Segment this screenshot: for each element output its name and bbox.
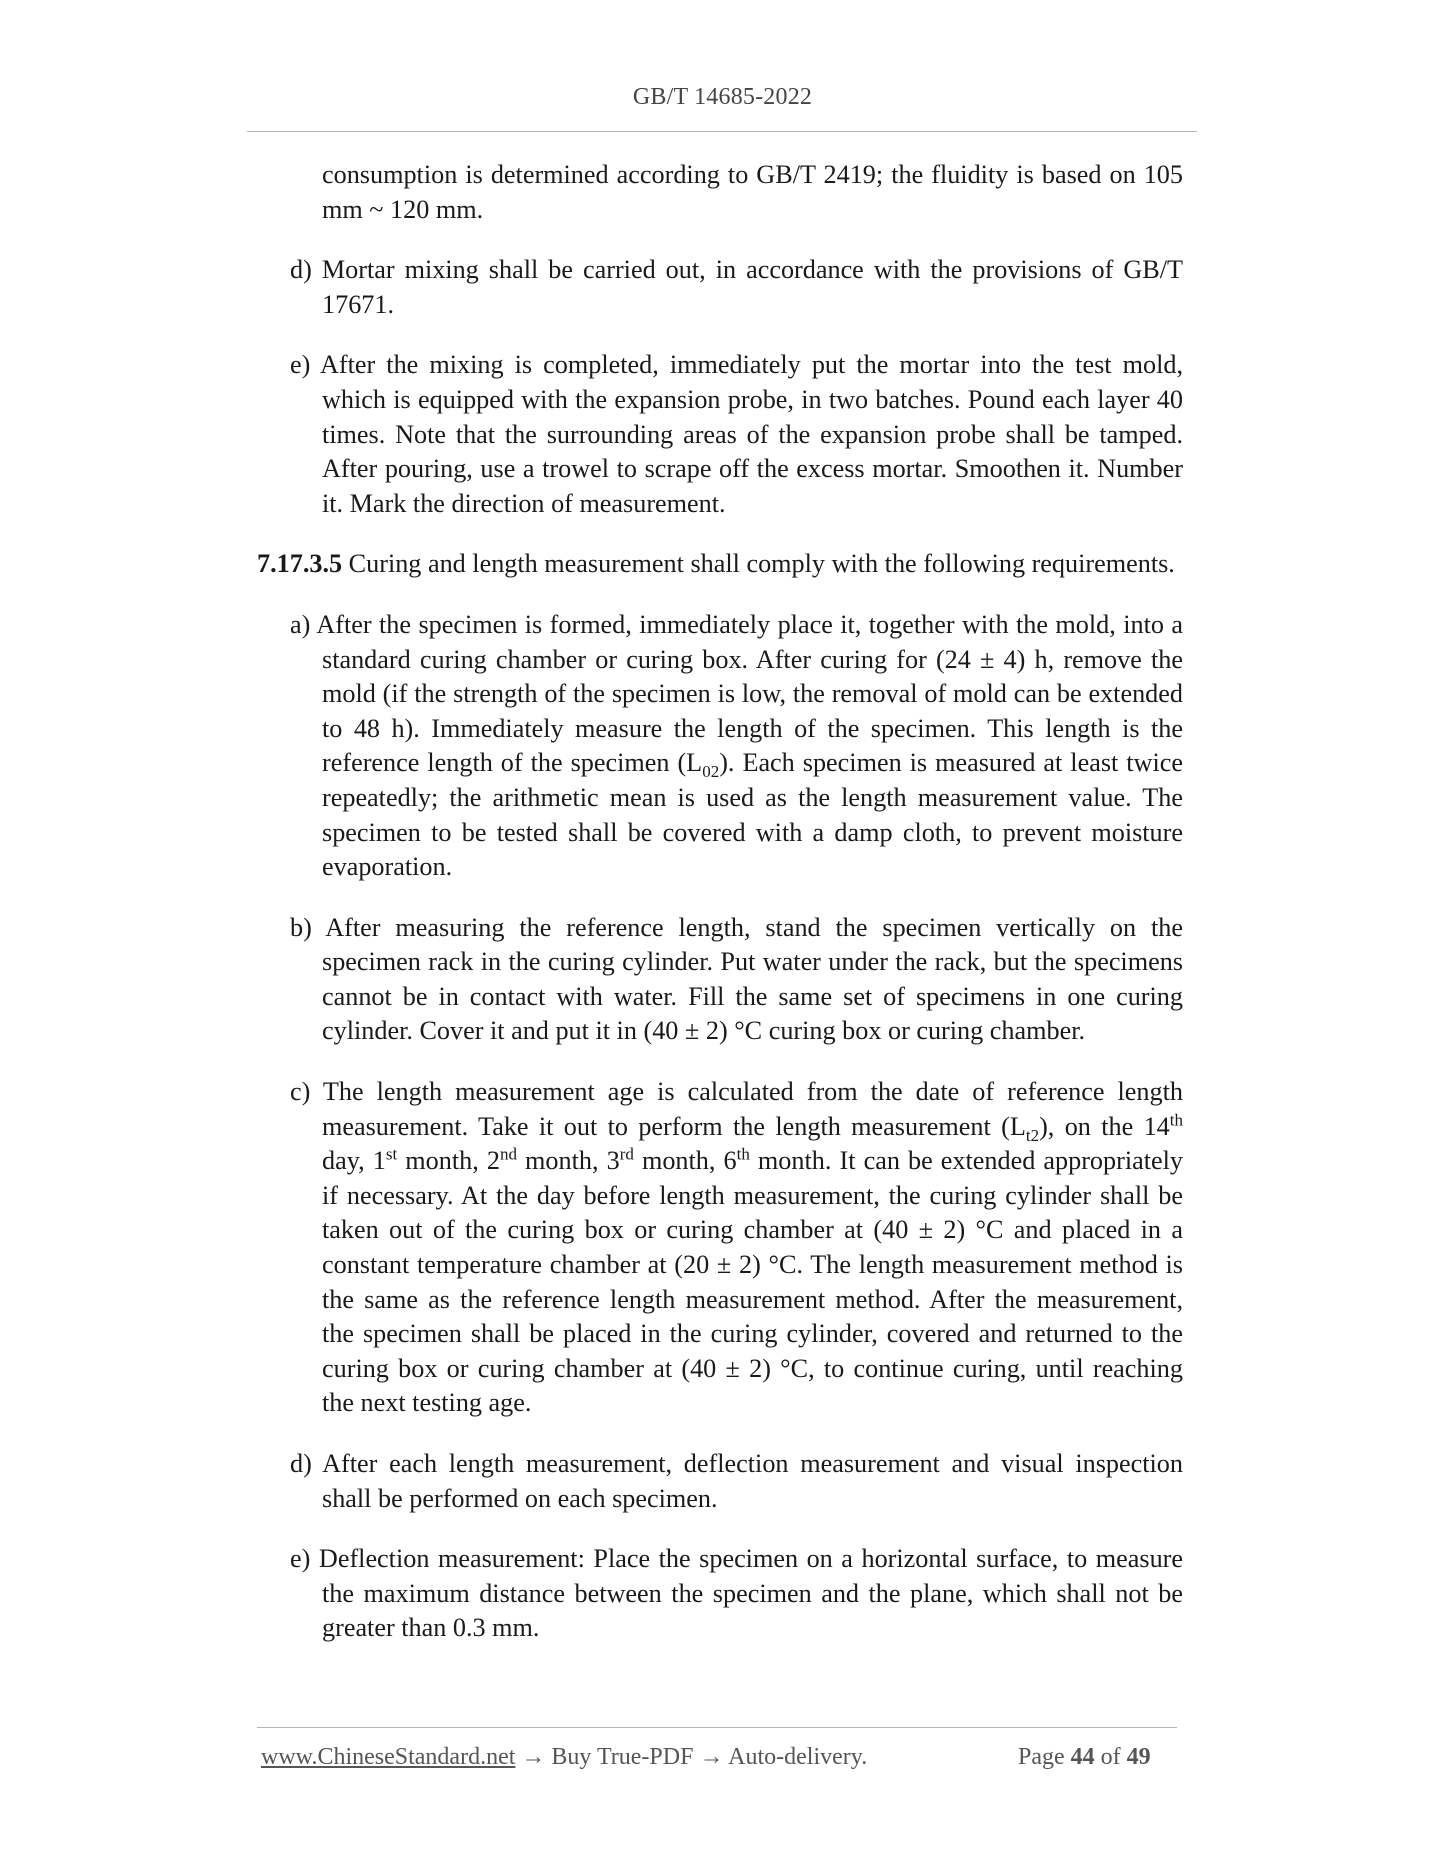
superscript: nd: [499, 1144, 517, 1164]
clause-text: Curing and length measurement shall comply with the following requirements.: [348, 549, 1175, 579]
list-text: ), on the 14: [1039, 1111, 1170, 1141]
list-text: After each length measurement, deflection measurement and visual inspection shall be performed on each specimen.: [322, 1449, 1183, 1513]
document-body: [257, 158, 1183, 1672]
subscript: 02: [702, 762, 720, 782]
list-label: d): [290, 255, 312, 285]
list-text: The length measurement age is calculated from the date of reference length measurement. Take it out to perform the length measurement (L: [322, 1077, 1183, 1141]
arrow-right-icon: →: [521, 1744, 546, 1770]
list-item-curing-e: [290, 1542, 1183, 1646]
list-text: month, 3: [516, 1146, 620, 1176]
list-item-curing-b: [290, 911, 1183, 1049]
superscript: st: [385, 1144, 398, 1164]
subscript: t2: [1025, 1125, 1040, 1145]
list-item-curing-d: [290, 1447, 1183, 1516]
delivery-text: Auto-delivery.: [728, 1744, 868, 1770]
clause-number: 7.17.3.5: [257, 549, 343, 579]
list-text: month, 2: [397, 1146, 500, 1176]
list-label: a): [290, 609, 311, 639]
list-text: Mortar mixing shall be carried out, in accordance with the provisions of GB/T 17671.: [321, 255, 1183, 319]
superscript: rd: [619, 1144, 634, 1164]
list-label: c): [290, 1077, 311, 1107]
list-text: After the mixing is completed, immediately put the mortar into the test mold, which is equipped with the expansion probe, in two batches. Pound each layer 40 times. Note that the surrounding areas of the expansion probe shall be tamped. After pouring, use a trowel to scrape off the excess mortar. Smoothen it. Number it. Mark the direction of measurement.: [319, 350, 1183, 518]
clause-7-17-3-5: [257, 547, 1183, 582]
list-label: d): [290, 1449, 312, 1478]
page-header: GB/T 14685-2022: [632, 84, 813, 110]
superscript: th: [1169, 1109, 1183, 1129]
footer-divider: [257, 1727, 1177, 1728]
of-label: of: [1100, 1744, 1121, 1770]
list-label: e): [290, 1544, 311, 1574]
list-item-curing-c: [290, 1075, 1183, 1421]
page-total: 49: [1126, 1744, 1151, 1770]
header-divider: [247, 131, 1197, 132]
list-item-mixing-e: [290, 348, 1183, 521]
page-label: Page: [1018, 1744, 1065, 1770]
page-indicator: [1018, 1744, 1151, 1771]
list-item-curing-a: [290, 608, 1183, 885]
page-current: 44: [1070, 1744, 1095, 1770]
list-label: e): [290, 350, 311, 380]
buy-text: Buy True-PDF: [551, 1744, 694, 1770]
list-label: b): [290, 912, 312, 942]
list-text: Deflection measurement: Place the specimen on a horizontal surface, to measure the maximum distance between the specimen and the plane, which shall not be greater than 0.3 mm.: [318, 1544, 1184, 1643]
superscript: th: [736, 1144, 750, 1164]
site-link[interactable]: www.ChineseStandard.net: [261, 1744, 516, 1770]
continued-paragraph: consumption is determined according to GB/T 2419; the fluidity is based on 105 mm ~ 120 mm.: [322, 160, 1183, 224]
list-text: After the specimen is formed, immediately place it, together with the mold, into a standard curing chamber or curing box. After curing for (24 ± 4) h, remove the mold (if the strength of the specimen is low, the removal of mold can be extended to 48 h). Immediately measure the length of the specimen. This length is the reference length of the specimen (L: [316, 609, 1183, 778]
list-text: month, 6: [633, 1146, 737, 1176]
arrow-right-icon: →: [699, 1744, 724, 1770]
list-text: ). Each specimen is measured at least twice repeatedly; the arithmetic mean is used as the length measurement value. The specimen to be tested shall be covered with a damp cloth, to prevent moisture evaporation.: [322, 748, 1183, 882]
list-text: month. It can be extended appropriately if necessary. At the day before length measurement, the curing cylinder shall be taken out of the curing box or curing chamber at (40 ± 2) °C and placed in a constant temperature chamber at (20 ± 2) °C. The length measurement method is the same as the reference length measurement method. After the measurement, the specimen shall be placed in the curing cylinder, covered and returned to the curing box or curing chamber at (40 ± 2) °C, to continue curing, until reaching the next testing age.: [322, 1146, 1184, 1418]
list-item-mixing-d: [290, 253, 1183, 322]
list-text: day, 1: [322, 1146, 386, 1176]
list-text: After measuring the reference length, stand the specimen vertically on the specimen rack in the curing cylinder. Put water under the rack, but the specimens cannot be in contact with water. Fill the same set of specimens in one curing cylinder. Cover it and put it in (40 ± 2) °C curing box or curing chamber.: [322, 912, 1183, 1046]
footer-promo: [261, 1744, 867, 1771]
